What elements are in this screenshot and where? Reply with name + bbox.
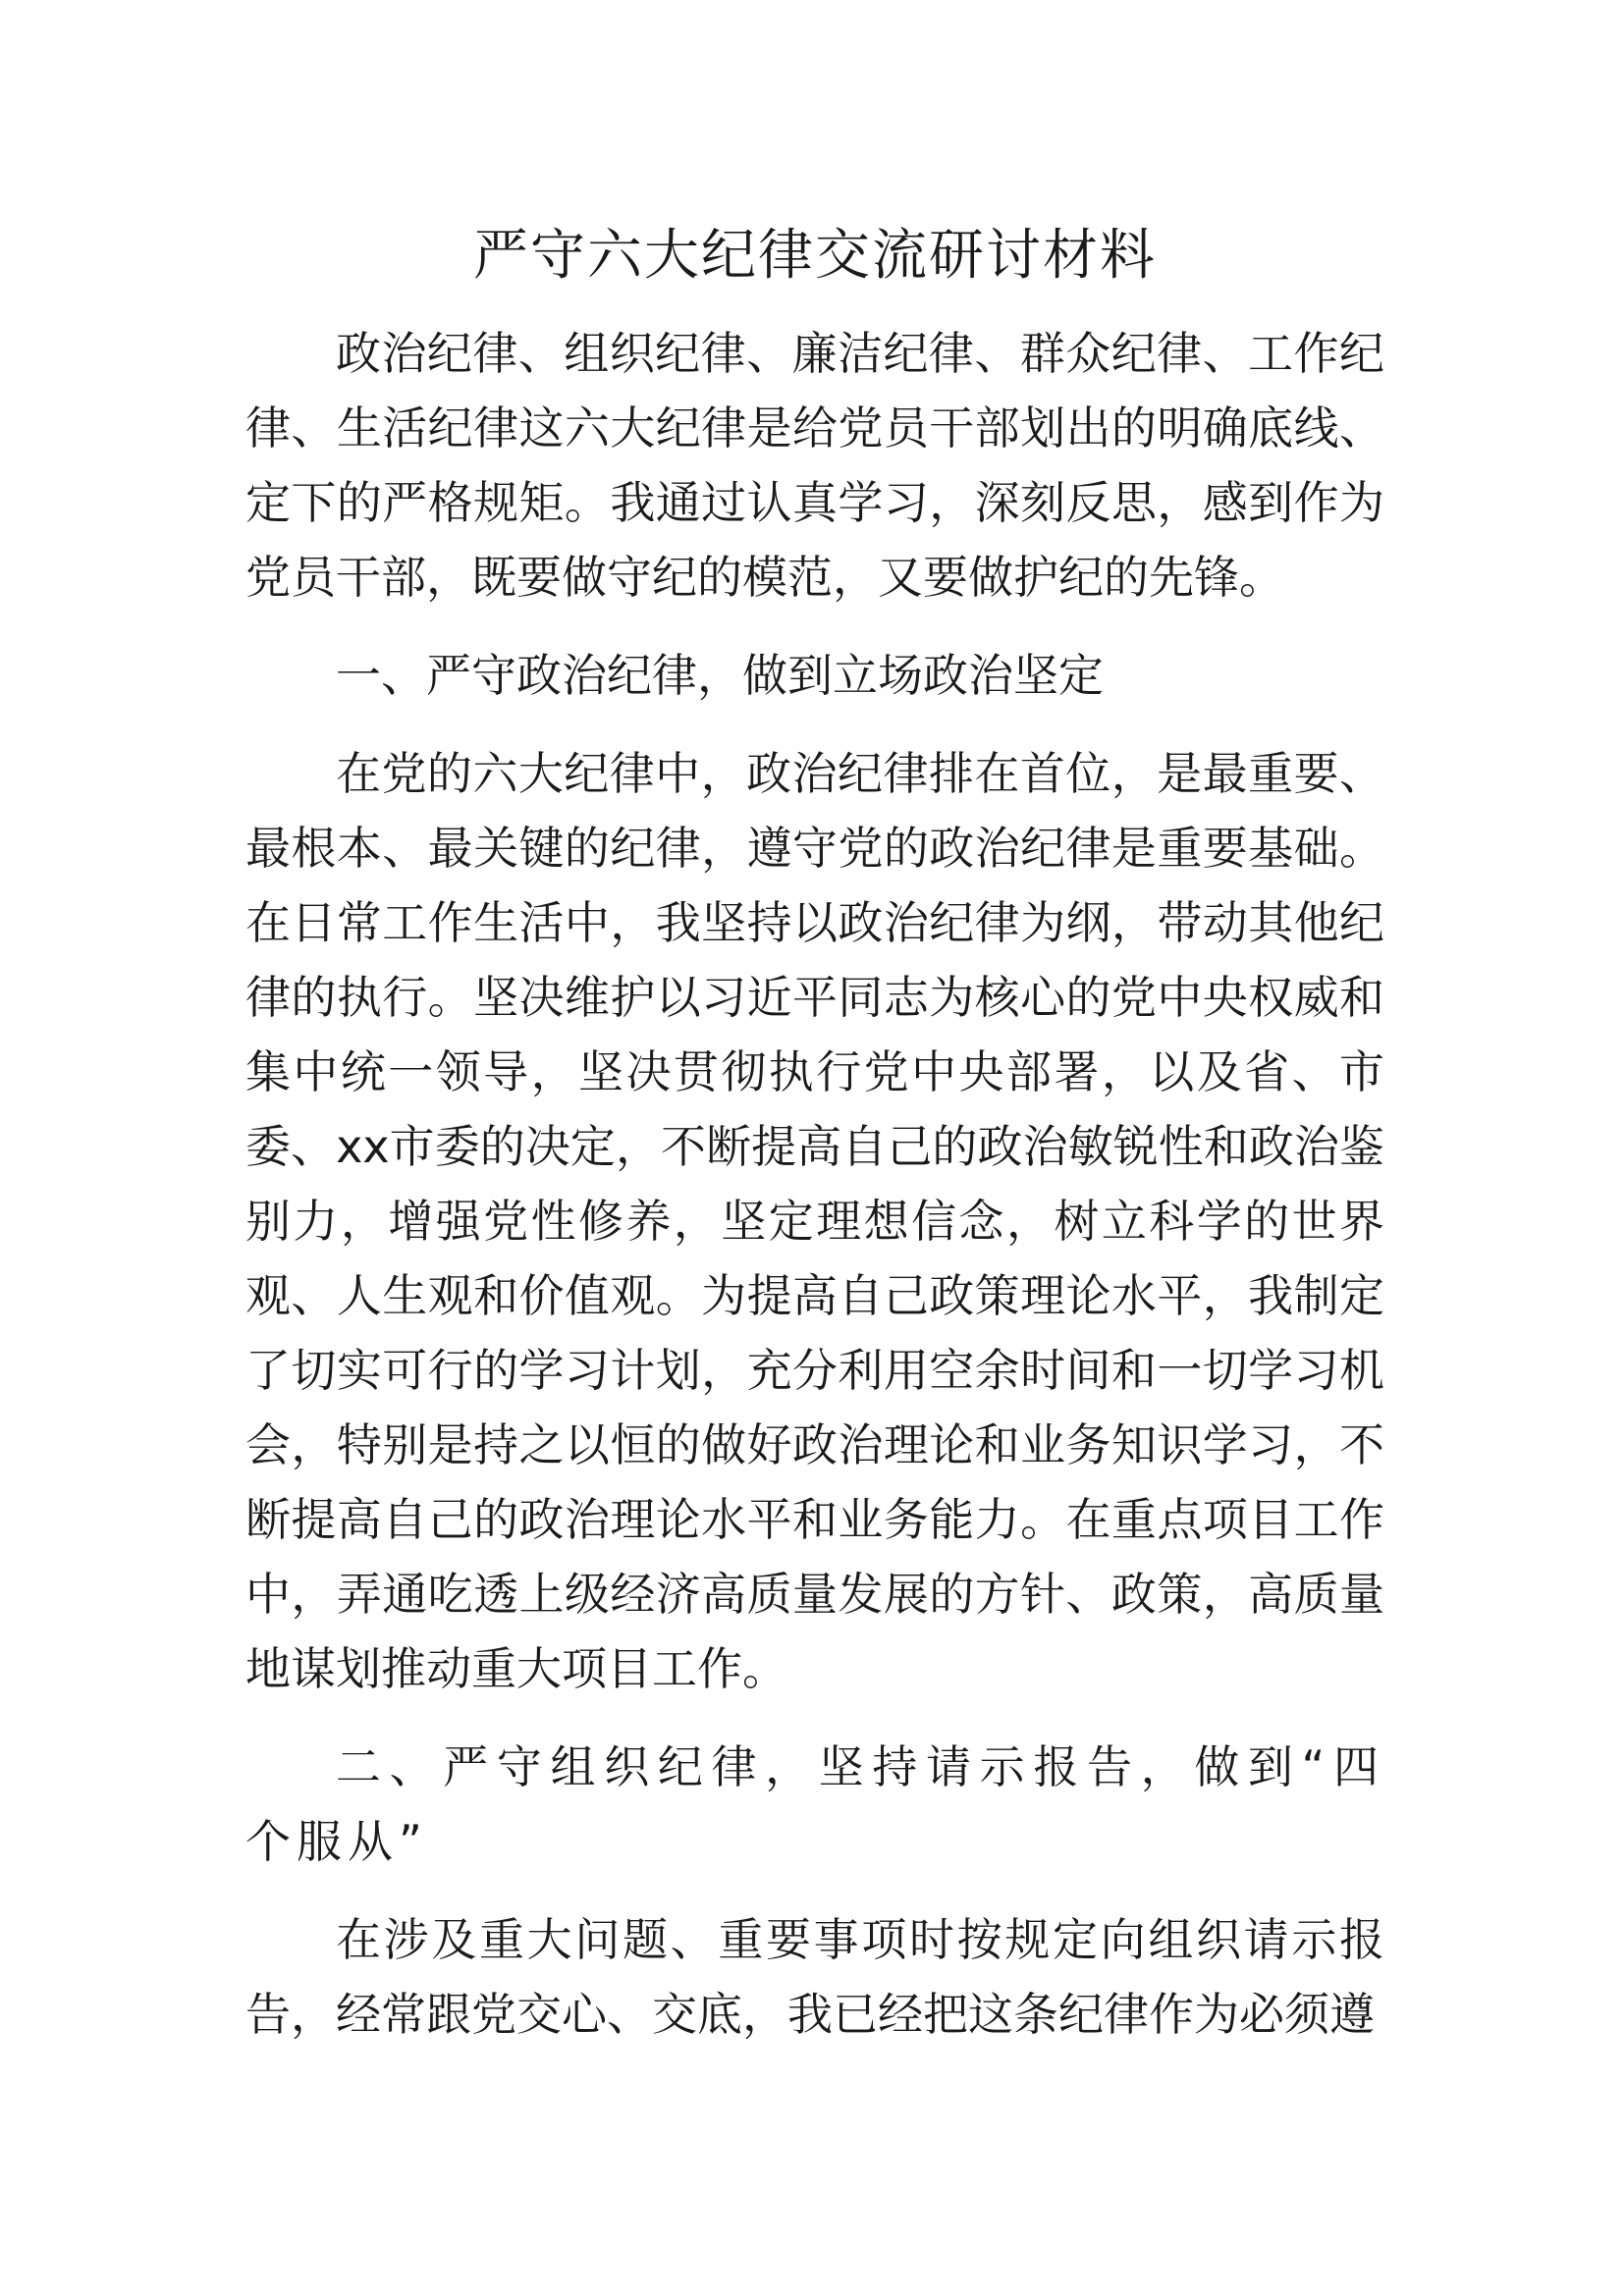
document-content (245, 216, 1384, 2052)
section-1-body: 在党的六大纪律中，政治纪律排在首位，是最重要、最根本、最关键的纪律，遵守党的政治纪律是重要基础。在日常工作生活中，我坚持以政治纪律为纲，带动其他纪律的执行。坚决维护以习近平同志为核心的党中央权威和集中统一领导，坚决贯彻执行党中央部署，以及省、市委、xx市委的决定，不断提高自己的政治敏锐性和政治鉴别力，增强党性修养，坚定理想信念，树立科学的世界观、人生观和价值观。为提高自己政策理论水平，我制定了切实可行的学习计划，充分利用空余时间和一切学习机会，特别是持之以恒的做好政治理论和业务知识学习，不断提高自己的政治理论水平和业务能力。在重点项目工作中，弄通吃透上级经济高质量发展的方针、政策，高质量地谋划推动重大项目工作。 (245, 747, 1384, 1695)
intro-paragraph: 政治纪律、组织纪律、廉洁纪律、群众纪律、工作纪律、生活纪律这六大纪律是给党员干部划出的明确底线、定下的严格规矩。我通过认真学习，深刻反思，感到作为党员干部，既要做守纪的模范，又要做护纪的先锋。 (245, 327, 1384, 604)
section-2-body: 在涉及重大问题、重要事项时按规定向组织请示报告，经常跟党交心、交底，我已经把这条纪律作为必须遵 (245, 1913, 1384, 2041)
section-1-heading: 一、严守政治纪律，做到立场政治坚定 (336, 649, 1104, 702)
document-title: 严守六大纪律交流研讨材料 (473, 224, 1157, 288)
section-2-heading: 二、严守组织纪律，坚持请示报告，做到“四个服从” (245, 1740, 1384, 1868)
